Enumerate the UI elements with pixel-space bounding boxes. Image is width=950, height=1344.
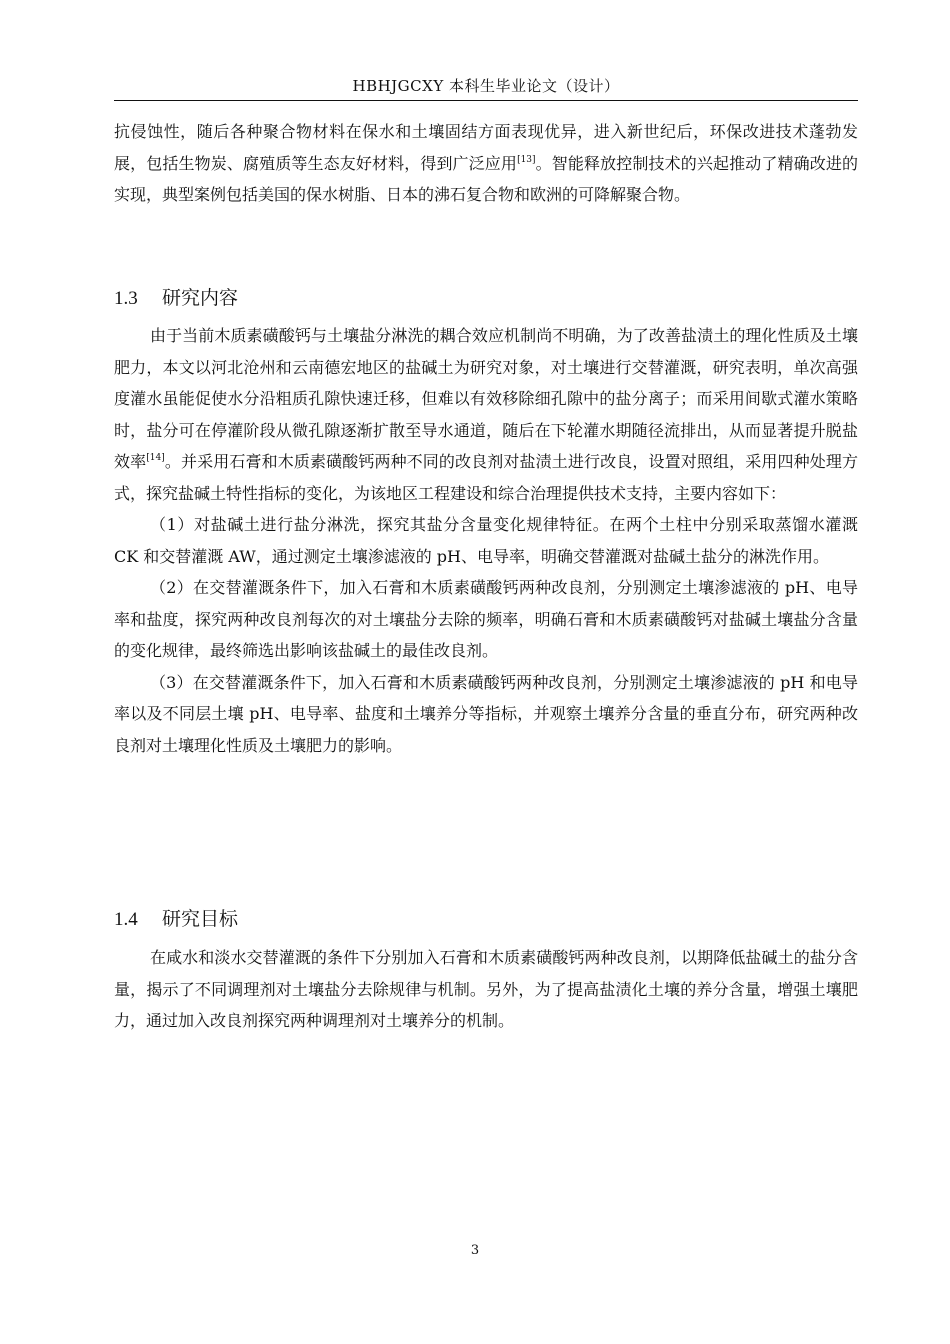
intro-paragraph — [114, 116, 858, 211]
section-1-3-heading — [114, 285, 238, 312]
intro-text-part1: 抗侵蚀性，随后各种聚合物材料在保水和土壤固结方面表现优异，进入新世纪后，环保改进技术蓬勃发展，包括生物炭、腐殖质等生态友好材料，得到广泛应用 — [114, 122, 858, 173]
content-item-1: （1）对盐碱土进行盐分淋洗，探究其盐分含量变化规律特征。在两个土柱中分别采取蒸馏水灌溉 CK 和交替灌溉 AW，通过测定土壤渗滤液的 pH、电导率，明确交替灌溉对盐碱土盐分的淋洗作用。 — [114, 515, 858, 566]
section-1-3-number: 1.3 — [114, 288, 138, 309]
page-header: HBHJGCXY 本科生毕业论文（设计） — [352, 77, 620, 95]
section-1-3-paragraph — [114, 320, 858, 509]
header-rule — [114, 100, 858, 101]
page-number: 3 — [470, 1243, 480, 1258]
section-1-3-text-part1: 由于当前木质素磺酸钙与土壤盐分淋洗的耦合效应机制尚不明确，为了改善盐渍土的理化性质及土壤肥力，本文以河北沧州和云南德宏地区的盐碱土为研究对象，对土壤进行交替灌溉，研究表明，单次高强度灌水虽能促使水分沿粗质孔隙快速迁移，但难以有效移除细孔隙中的盐分离子；而采用间歇式灌水策略时，盐分可在停灌阶段从微孔隙逐渐扩散至导水通道，随后在下轮灌水期随径流排出，从而显著提升脱盐效率 — [114, 326, 858, 471]
section-1-4-paragraph: 在咸水和淡水交替灌溉的条件下分别加入石膏和木质素磺酸钙两种改良剂，以期降低盐碱土的盐分含量，揭示了不同调理剂对土壤盐分去除规律与机制。另外，为了提高盐渍化土壤的养分含量，增强土壤肥力，通过加入改良剂探究两种调理剂对土壤养分的机制。 — [114, 948, 858, 1030]
section-1-3-title: 研究内容 — [162, 287, 239, 309]
citation-13: [13] — [517, 154, 536, 165]
section-1-4-title: 研究目标 — [162, 908, 239, 930]
section-1-4-heading — [114, 906, 238, 933]
section-1-4-number: 1.4 — [114, 909, 138, 930]
section-1-3-body — [114, 320, 858, 761]
section-1-3-text-part2: 。并采用石膏和木质素磺酸钙两种不同的改良剂对盐渍土进行改良，设置对照组，采用四种处理方式，探究盐碱土特性指标的变化，为该地区工程建设和综合治理提供技术支持，主要内容如下： — [114, 452, 858, 503]
content-item-3: （3）在交替灌溉条件下，加入石膏和木质素磺酸钙两种改良剂，分别测定土壤渗滤液的 pH 和电导率以及不同层土壤 pH、电导率、盐度和土壤养分等指标，并观察土壤养分含量的垂直分布，研究两种改良剂对土壤理化性质及土壤肥力的影响。 — [114, 672, 858, 755]
content-item-2: （2）在交替灌溉条件下，加入石膏和木质素磺酸钙两种改良剂，分别测定土壤渗滤液的 pH、电导率和盐度，探究两种改良剂每次的对土壤盐分去除的频率，明确石膏和木质素磺酸钙对盐碱土壤盐分含量的变化规律，最终筛选出影响该盐碱土的最佳改良剂。 — [114, 578, 858, 660]
citation-14: [14] — [146, 453, 165, 463]
intro-text-part2: 。智能释放控制技术的兴起推动了精确改进的实现，典型案例包括美国的保水树脂、日本的沸石复合物和欧洲的可降解聚合物。 — [114, 153, 858, 204]
